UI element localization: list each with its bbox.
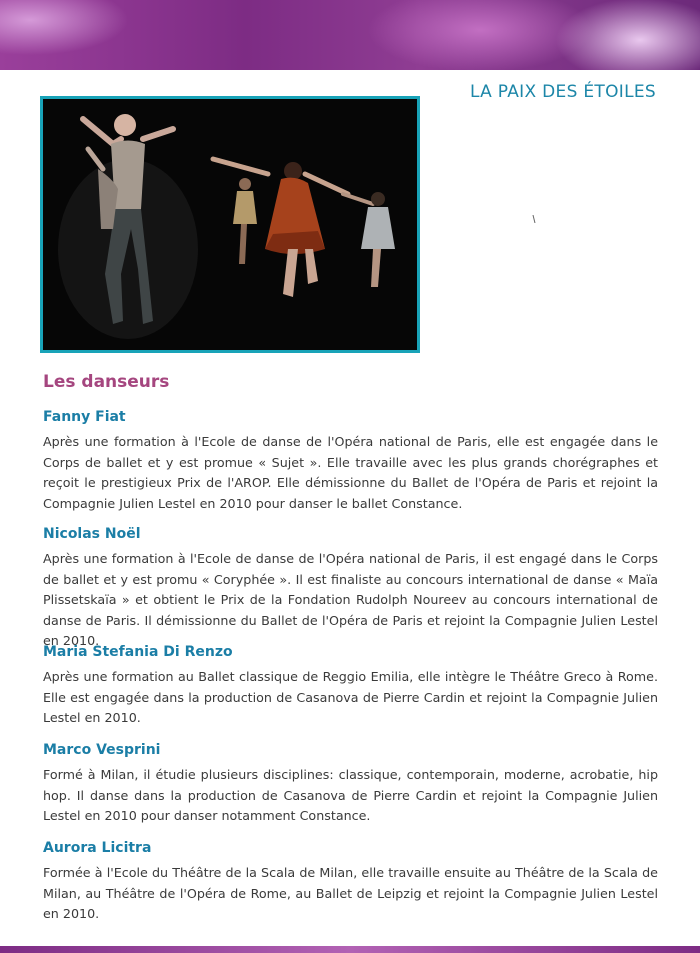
- dancer-entry: [43, 644, 658, 729]
- dancer-name: Fanny Fiat: [43, 409, 126, 425]
- dancer-name: Maria Stefania Di Renzo: [43, 644, 233, 660]
- stray-mark: [532, 210, 536, 218]
- dancer-name: Nicolas Noël: [43, 526, 141, 542]
- decorative-header-band: [0, 0, 700, 70]
- dancer-name: Aurora Licitra: [43, 840, 152, 856]
- dancer-entry: [43, 840, 658, 925]
- decorative-footer-band: [0, 946, 700, 953]
- dancer-bio: Formée à l'Ecole du Théâtre de la Scala de Milan, elle travaille ensuite au Théâtre de la Scala de Milan, au Théâtre de l'Opéra de Rome, au Ballet de Leipzig et rejoint la Compagnie Julien Lestel en 2010.: [43, 865, 658, 921]
- dancer-entry: [43, 409, 658, 514]
- dancer-entry: [43, 742, 658, 827]
- dancer-bio: Formé à Milan, il étudie plusieurs disciplines: classique, contemporain, moderne, acrobatie, hip hop. Il danse dans la production de Casanova de Pierre Cardin et rejoint la Compagnie Julien Lestel en 2010 pour danser notamment Constance.: [43, 767, 658, 823]
- dancer-bio: Après une formation à l'Ecole de danse de l'Opéra national de Paris, elle est engagée dans le Corps de ballet et y est promue « Sujet ». Elle travaille avec les plus grands chorégraphes et reçoit le prestigieux Prix de l'AROP. Elle démissionne du Ballet de l'Opéra de Paris et rejoint la Compagnie Julien Lestel en 2010 pour danser le ballet Constance.: [43, 434, 658, 511]
- dancer-entry: [43, 526, 658, 652]
- dancer-name: Marco Vesprini: [43, 742, 161, 758]
- dance-photo: [40, 96, 420, 353]
- dancer-bio: Après une formation à l'Ecole de danse de l'Opéra national de Paris, il est engagé dans le Corps de ballet et y est promu « Coryphée ». Il est finaliste au concours international de danse « Maïa Plissetskaïa » et obtient le Prix de la Fondation Rudolph Noureev au concours international de danse de Paris. Il démissionne du Ballet de l'Opéra de Paris et rejoint la Compagnie Julien Lestel en 2010.: [43, 551, 658, 648]
- dancer-bio: Après une formation au Ballet classique de Reggio Emilia, elle intègre le Théâtre Greco à Rome. Elle est engagée dans la production de Casanova de Pierre Cardin et rejoint la Compagnie Julien Lestel en 2010.: [43, 669, 658, 725]
- dancers-heading: Les danseurs: [43, 372, 170, 392]
- section-title: LA PAIX DES ÉTOILES: [469, 82, 656, 102]
